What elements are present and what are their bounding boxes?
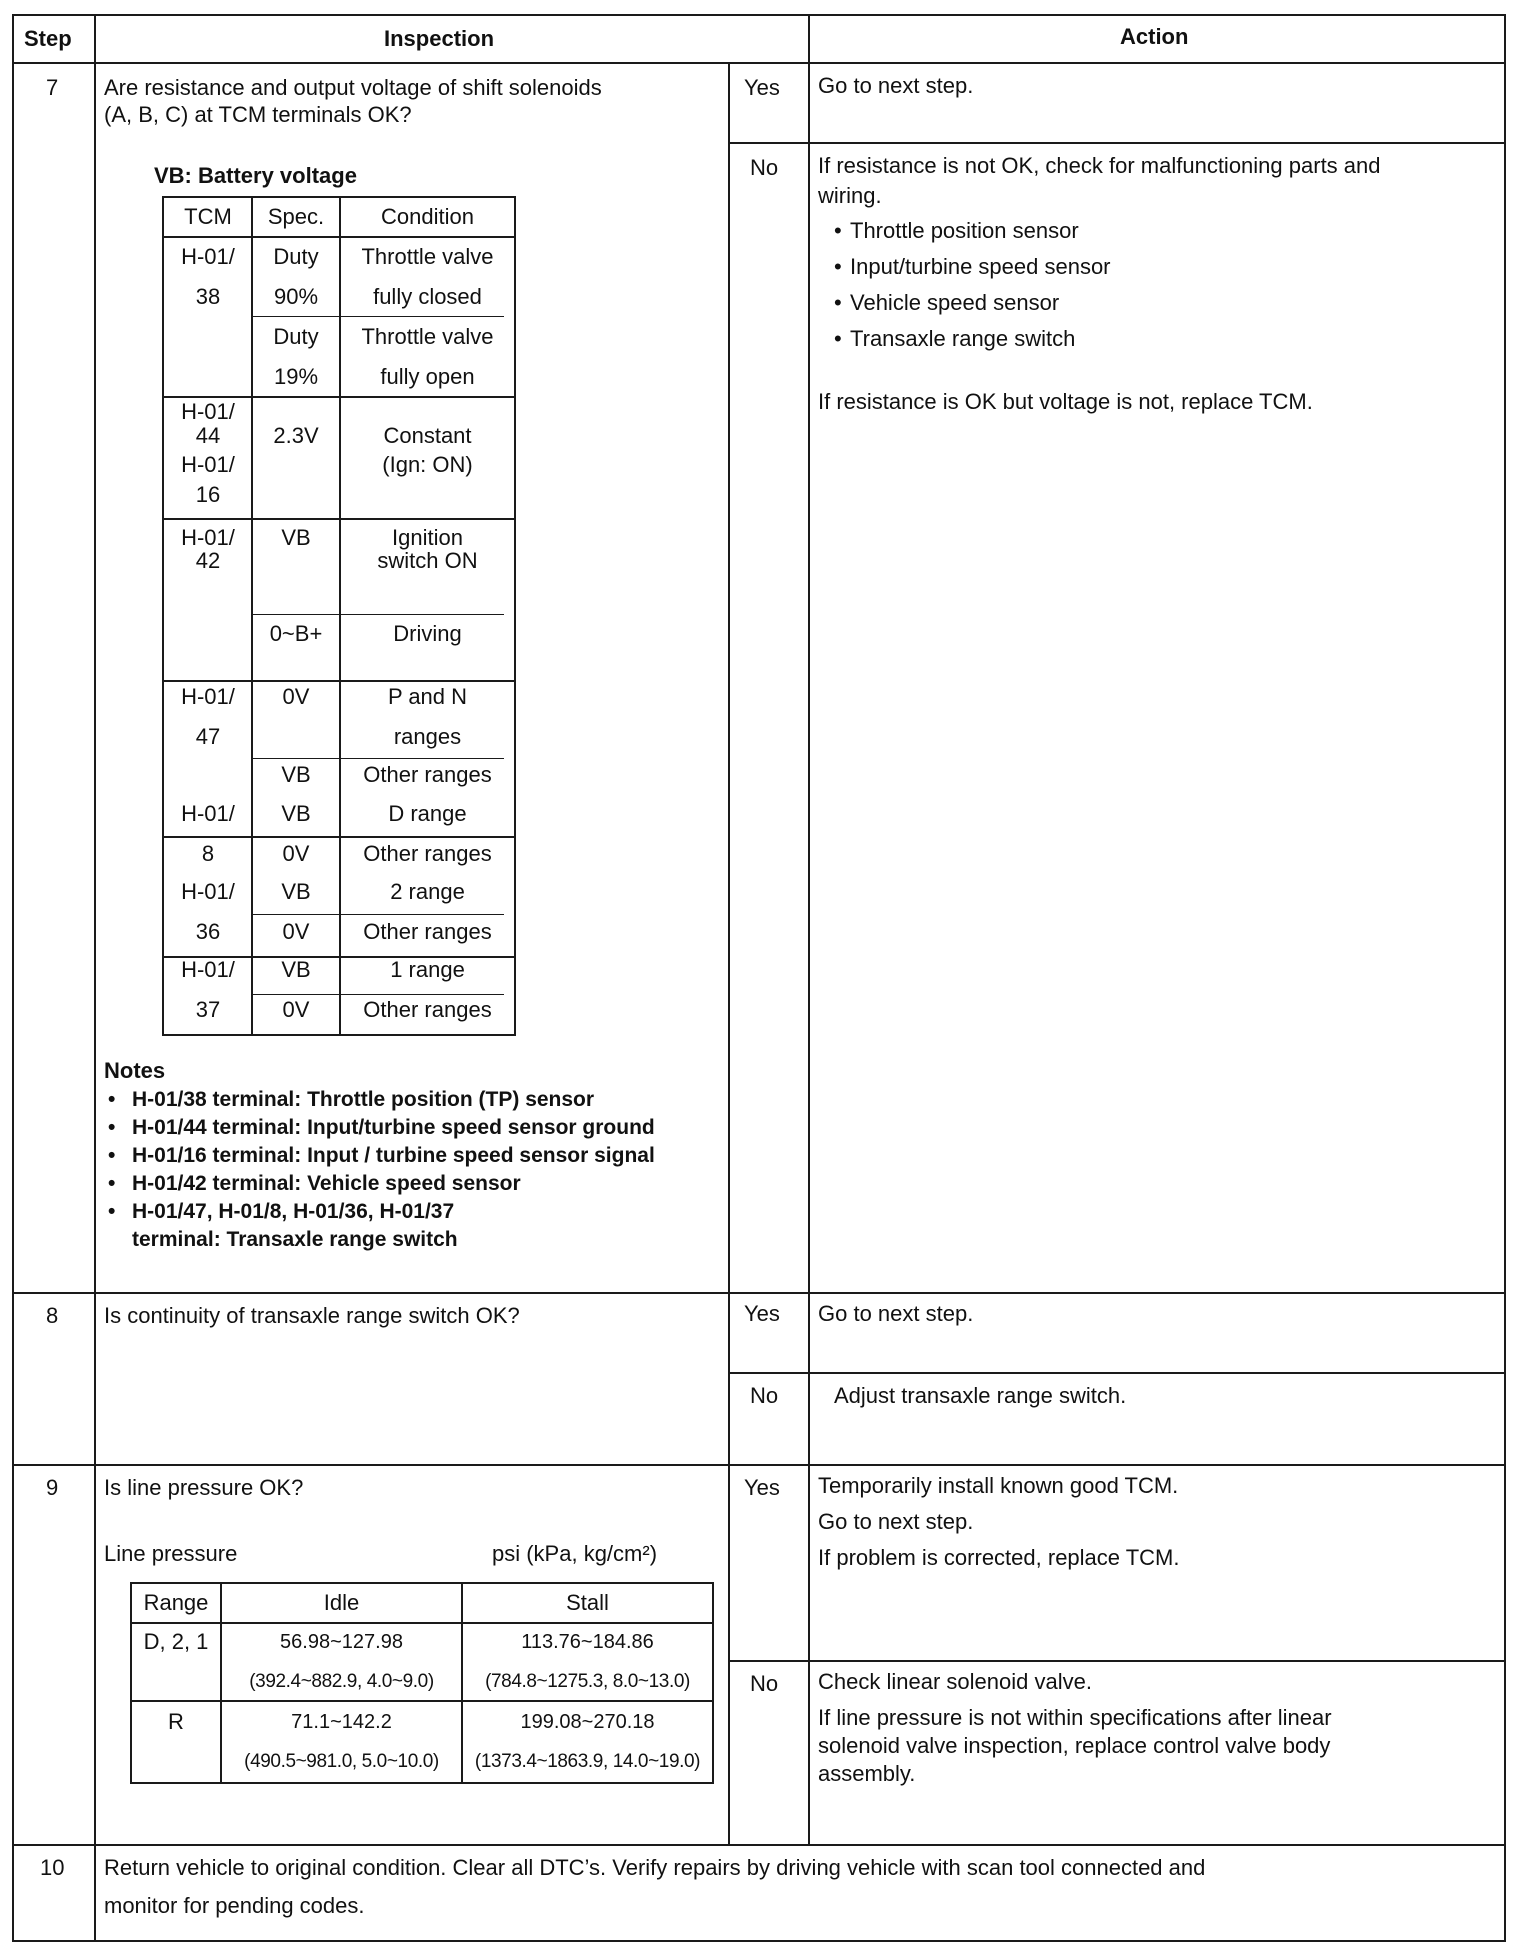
yesno-col-divider [728, 62, 730, 1844]
step-9-no: No [750, 1671, 779, 1696]
terminal-8-b: 8 [201, 841, 215, 866]
step-8-yes-action: Go to next step. [818, 1301, 974, 1326]
terminal-16-b: 16 [195, 482, 221, 507]
note-item: • H-01/38 terminal: Throttle position (TP) sensor [132, 1086, 655, 1114]
step-10-text-line2: monitor for pending codes. [104, 1893, 365, 1918]
cond-ignition-b: switch ON [377, 548, 478, 573]
step-10-text-line1: Return vehicle to original condition. Clear all DTC’s. Verify repairs by driving vehicle with scan tool connected and [104, 1855, 1206, 1880]
spec-vb-ign: VB [281, 525, 311, 550]
cond-other-47: Other ranges [363, 762, 492, 787]
spec-vb-1: VB [281, 957, 311, 982]
table-border-right [1504, 14, 1506, 1942]
spec-0v-other-37: 0V [282, 997, 310, 1022]
cond-other-37: Other ranges [363, 997, 492, 1022]
step-10-number: 10 [40, 1855, 65, 1880]
idle-r-metric: (490.5~981.0, 5.0~10.0) [244, 1751, 439, 1772]
stall-r: 199.08~270.18 [520, 1711, 655, 1733]
note-item: • H-01/44 terminal: Input/turbine speed sensor ground [132, 1114, 655, 1142]
spec-duty-19-b: 19% [273, 364, 319, 389]
row-divider-7-8 [12, 1292, 1506, 1294]
step-9-no-action-4: assembly. [818, 1761, 916, 1786]
cond-2-range: 2 range [390, 879, 465, 904]
terminal-42-b: 42 [195, 548, 221, 573]
check-item: • Input/turbine speed sensor [850, 254, 1111, 280]
step-9-yes: Yes [744, 1475, 780, 1500]
spec-0v-pn: 0V [282, 684, 310, 709]
terminal-8-a: H-01/ [181, 801, 235, 826]
step-9-no-action-1: Check linear solenoid valve. [818, 1669, 1092, 1694]
terminal-42-a: H-01/ [181, 525, 235, 550]
cond-pn-a: P and N [387, 684, 468, 709]
spec-duty-90-b: 90% [273, 284, 319, 309]
cond-throttle-closed-a: Throttle valve [361, 244, 494, 269]
spec-duty-19-a: Duty [273, 324, 319, 349]
spec-vb-2: VB [281, 879, 311, 904]
cond-ignition-a: Ignition [392, 525, 463, 550]
idle-d21: 56.98~127.98 [280, 1631, 403, 1653]
header-divider [12, 62, 1506, 64]
spec-duty-90-a: Duty [273, 244, 319, 269]
condition-col-header: Condition [381, 204, 474, 229]
notes-title: Notes [104, 1058, 166, 1083]
step-7-yes: Yes [744, 75, 780, 100]
step-7-no-action-line1: If resistance is not OK, check for malfunctioning parts and [818, 153, 1381, 178]
terminal-36-b: 36 [195, 919, 221, 944]
line-pressure-units: psi (kPa, kg/cm²) [492, 1541, 658, 1566]
terminal-36-a: H-01/ [181, 879, 235, 904]
step-9-no-action-2: If line pressure is not within specifications after linear [818, 1705, 1332, 1730]
stall-col-header: Stall [566, 1590, 609, 1615]
step-8-no: No [750, 1383, 779, 1408]
cond-other-36: Other ranges [363, 919, 492, 944]
step-9-yes-action-1: Temporarily install known good TCM. [818, 1473, 1179, 1498]
cond-constant-a: Constant [383, 423, 472, 448]
step-7-no-action-line2: wiring. [818, 183, 882, 208]
stall-r-metric: (1373.4~1863.9, 14.0~19.0) [474, 1751, 701, 1772]
action-col-divider [808, 14, 810, 1844]
step-9-number: 9 [46, 1475, 59, 1500]
header-step: Step [24, 26, 72, 51]
table-border-left [12, 14, 14, 1942]
cond-throttle-open-b: fully open [380, 364, 475, 389]
note-item: • H-01/47, H-01/8, H-01/36, H-01/37 [132, 1198, 655, 1226]
terminal-44-a: H-01/ [181, 399, 235, 424]
terminal-37-a: H-01/ [181, 957, 235, 982]
cond-other-8: Other ranges [363, 841, 492, 866]
step-7-yes-action: Go to next step. [818, 73, 974, 98]
cond-throttle-open-a: Throttle valve [361, 324, 494, 349]
terminal-47-a: H-01/ [181, 684, 235, 709]
yesno-divider-7 [728, 142, 1506, 144]
step-7-no: No [750, 155, 779, 180]
table-border-bottom [12, 1940, 1506, 1942]
check-item: • Transaxle range switch [850, 326, 1075, 352]
cond-throttle-closed-b: fully closed [373, 284, 482, 309]
terminal-44-b: 44 [195, 423, 221, 448]
step-9-question: Is line pressure OK? [104, 1475, 304, 1500]
note-item-continued: terminal: Transaxle range switch [132, 1228, 458, 1251]
idle-col-header: Idle [323, 1590, 360, 1615]
terminal-37-b: 37 [195, 997, 221, 1022]
note-item: • H-01/16 terminal: Input / turbine speed sensor signal [132, 1142, 655, 1170]
step-9-no-action-3: solenoid valve inspection, replace control valve body [818, 1733, 1331, 1758]
terminal-47-b: 47 [195, 724, 221, 749]
cond-pn-b: ranges [393, 724, 462, 749]
step-7-number: 7 [46, 75, 59, 100]
note-item: • H-01/42 terminal: Vehicle speed sensor [132, 1170, 655, 1198]
range-d21: D, 2, 1 [143, 1629, 209, 1654]
check-item: • Vehicle speed sensor [850, 290, 1059, 316]
step-7-no-action-2: If resistance is OK but voltage is not, replace TCM. [818, 389, 1313, 414]
step-8-number: 8 [46, 1303, 59, 1328]
step-7-question-line2: (A, B, C) at TCM terminals OK? [104, 102, 412, 127]
terminal-38-b: 38 [195, 284, 221, 309]
spec-0v-other-8: 0V [282, 841, 310, 866]
cond-1-range: 1 range [390, 957, 465, 982]
step-col-divider [94, 14, 96, 1942]
table-border-top [12, 14, 1506, 16]
header-inspection: Inspection [384, 26, 495, 51]
stall-d21: 113.76~184.86 [521, 1631, 654, 1653]
header-action: Action [1120, 24, 1189, 49]
row-divider-8-9 [12, 1464, 1506, 1466]
line-pressure-label: Line pressure [104, 1541, 238, 1566]
cond-constant-b: (Ign: ON) [382, 452, 473, 477]
spec-col-header: Spec. [267, 204, 325, 229]
terminal-16-a: H-01/ [181, 452, 235, 477]
yesno-divider-9 [728, 1660, 1506, 1662]
spec-2-3v: 2.3V [273, 423, 319, 448]
tcm-col-header: TCM [184, 204, 232, 229]
step-8-yes: Yes [744, 1301, 780, 1326]
step-8-no-action: Adjust transaxle range switch. [834, 1383, 1127, 1408]
spec-vb-d: VB [281, 801, 311, 826]
notes-block [104, 1058, 655, 1254]
spec-0v-other-36: 0V [282, 919, 310, 944]
step-9-yes-action-2: Go to next step. [818, 1509, 974, 1534]
step-9-yes-action-3: If problem is corrected, replace TCM. [818, 1545, 1180, 1570]
cond-driving: Driving [393, 621, 462, 646]
check-item: • Throttle position sensor [850, 218, 1079, 244]
spec-vb-other-47: VB [281, 762, 311, 787]
step-7-question-line1: Are resistance and output voltage of shift solenoids [104, 75, 602, 100]
cond-d-range: D range [388, 801, 467, 826]
step-8-question: Is continuity of transaxle range switch OK? [104, 1303, 520, 1328]
stall-d21-metric: (784.8~1275.3, 8.0~13.0) [485, 1671, 690, 1692]
range-r: R [168, 1709, 184, 1734]
row-divider-9-10 [12, 1844, 1506, 1846]
range-col-header: Range [143, 1590, 209, 1615]
idle-r: 71.1~142.2 [291, 1711, 392, 1733]
battery-voltage-label: VB: Battery voltage [154, 163, 357, 188]
idle-d21-metric: (392.4~882.9, 4.0~9.0) [249, 1671, 434, 1692]
terminal-38-a: H-01/ [181, 244, 235, 269]
yesno-divider-8 [728, 1372, 1506, 1374]
spec-0-bplus: 0~B+ [269, 621, 323, 646]
notes-list [104, 1086, 655, 1254]
